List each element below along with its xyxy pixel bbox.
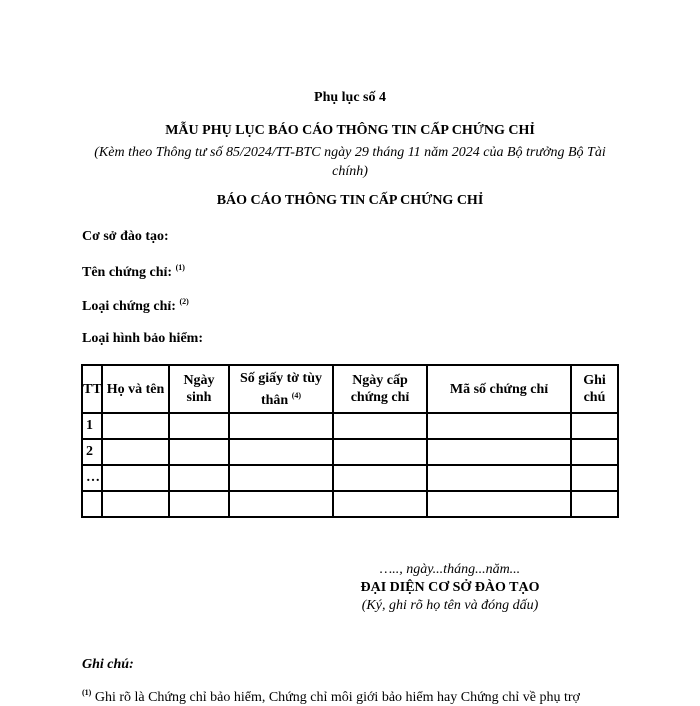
form-title: MẪU PHỤ LỤC BÁO CÁO THÔNG TIN CẤP CHỨNG CHỈ xyxy=(165,123,535,138)
row-number: … xyxy=(82,465,102,491)
cell-issue-date[interactable] xyxy=(333,439,427,465)
training-facility-field xyxy=(82,229,169,245)
cell-birth-date[interactable] xyxy=(169,439,229,465)
table-row xyxy=(82,413,618,439)
cell-birth-date[interactable] xyxy=(169,465,229,491)
footnote-ref: (1) xyxy=(175,263,185,272)
certificate-table xyxy=(81,364,619,518)
certificate-type-field xyxy=(82,297,189,315)
cell-notes[interactable] xyxy=(571,465,618,491)
row-number: 1 xyxy=(82,413,102,439)
certificate-name-field xyxy=(82,263,185,281)
cell-full-name[interactable] xyxy=(102,413,169,439)
cell-id-document[interactable] xyxy=(229,465,333,491)
header-birth-date: Ngày sinh xyxy=(169,365,229,413)
cell-certificate-code[interactable] xyxy=(427,413,571,439)
representative-title: ĐẠI DIỆN CƠ SỞ ĐÀO TẠO xyxy=(360,580,540,595)
attached-note: (Kèm theo Thông tư số 85/2024/TT-BTC ngày 29 tháng 11 năm 2024 của Bộ trưởng Bộ Tài chính) xyxy=(94,145,606,179)
insurance-type-field xyxy=(82,331,203,347)
training-facility-label: Cơ sở đào tạo: xyxy=(82,229,169,244)
table-row xyxy=(82,465,618,491)
certificate-name-label: Tên chứng chỉ: xyxy=(82,265,173,280)
header-id-document xyxy=(229,365,333,413)
cell-birth-date[interactable] xyxy=(169,413,229,439)
note-1-text: Ghi rõ là Chứng chỉ bảo hiểm, Chứng chỉ môi giới bảo hiểm hay Chứng chỉ về phụ trợ xyxy=(94,690,580,705)
table-row xyxy=(82,491,618,517)
cell-issue-date[interactable] xyxy=(333,465,427,491)
row-number xyxy=(82,491,102,517)
cell-issue-date[interactable] xyxy=(333,491,427,517)
appendix-number: Phụ lục số 4 xyxy=(314,90,386,105)
date-line: ….., ngày...tháng...năm... xyxy=(379,562,521,577)
insurance-type-label: Loại hình bảo hiểm: xyxy=(82,331,203,346)
note-1 xyxy=(82,688,580,706)
cell-birth-date[interactable] xyxy=(169,491,229,517)
cell-issue-date[interactable] xyxy=(333,413,427,439)
footnote-ref: (2) xyxy=(179,297,189,306)
cell-certificate-code[interactable] xyxy=(427,439,571,465)
row-number: 2 xyxy=(82,439,102,465)
cell-full-name[interactable] xyxy=(102,465,169,491)
cell-certificate-code[interactable] xyxy=(427,491,571,517)
cell-certificate-code[interactable] xyxy=(427,465,571,491)
table-header-row xyxy=(82,365,618,413)
report-title: BÁO CÁO THÔNG TIN CẤP CHỨNG CHỈ xyxy=(216,193,484,208)
header-tt: TT xyxy=(82,365,102,413)
notes-heading: Ghi chú: xyxy=(82,657,134,672)
cell-notes[interactable] xyxy=(571,413,618,439)
cell-full-name[interactable] xyxy=(102,439,169,465)
cell-full-name[interactable] xyxy=(102,491,169,517)
certificate-type-label: Loại chứng chỉ: xyxy=(82,299,176,314)
cell-id-document[interactable] xyxy=(229,491,333,517)
cell-notes[interactable] xyxy=(571,491,618,517)
signature-instruction: (Ký, ghi rõ họ tên và đóng dấu) xyxy=(361,598,539,613)
cell-id-document[interactable] xyxy=(229,413,333,439)
header-certificate-code: Mã số chứng chỉ xyxy=(427,365,571,413)
cell-notes[interactable] xyxy=(571,439,618,465)
footnote-ref: (1) xyxy=(82,688,92,697)
table-row xyxy=(82,439,618,465)
header-issue-date: Ngày cấp chứng chỉ xyxy=(333,365,427,413)
cell-id-document[interactable] xyxy=(229,439,333,465)
header-full-name: Họ và tên xyxy=(102,365,169,413)
header-notes: Ghi chú xyxy=(571,365,618,413)
header-id-document-label: Số giấy tờ tùy thân xyxy=(239,370,323,408)
footnote-ref: (4) xyxy=(291,390,302,400)
